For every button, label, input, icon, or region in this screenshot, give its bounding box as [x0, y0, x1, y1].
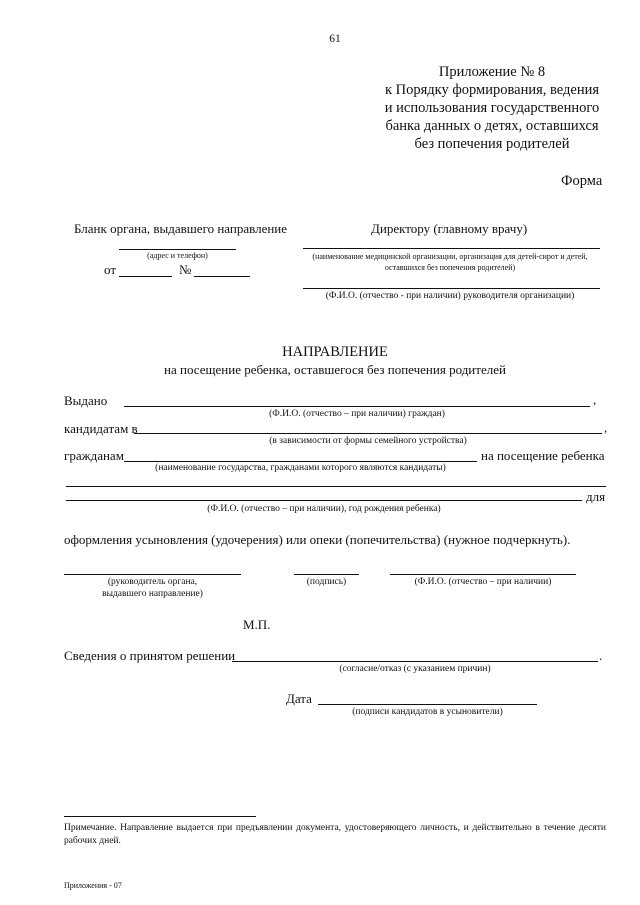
appendix-title: Приложение № 8 — [438, 64, 546, 80]
visit-text: на посещение ребенка — [481, 448, 605, 463]
candidates-comma: , — [604, 420, 608, 435]
decision-line — [232, 661, 598, 662]
date-line — [119, 276, 172, 277]
issued-line — [124, 406, 590, 407]
head-caption-line1: (руководитель органа, — [107, 577, 198, 587]
issued-comma: , — [593, 392, 597, 407]
purpose-text: оформления усыновления (удочерения) или опеки (попечительства) (нужное подчеркнуть). — [64, 532, 571, 547]
number-line — [194, 276, 250, 277]
head-name-caption: (Ф.И.О. (отчество - при наличии) руководителя организации) — [325, 291, 575, 301]
organization-caption: (наименование медицинской организации, организация для детей-сирот и детей, оставшихся без попечения родителей) — [312, 252, 588, 272]
signature-line — [294, 574, 359, 575]
signatures-caption: (подписи кандидатов в усыновители) — [352, 707, 503, 717]
citizens-caption: (наименование государства, гражданами которого являются кандидаты) — [155, 463, 446, 473]
footnote-separator — [64, 816, 256, 817]
footnote-text: Примечание. Направление выдается при предъявлении документа, удостоверяющего личность, и действительно в течение десяти рабочих дней. — [64, 823, 606, 846]
appendix-line-4: без попечения родителей — [414, 136, 570, 152]
address-caption: (адрес и телефон) — [147, 251, 208, 260]
page-number: 61 — [329, 33, 341, 45]
citizens-line — [124, 461, 477, 462]
addressee-title: Директору (главному врачу) — [371, 221, 528, 236]
date-prefix: от — [104, 262, 117, 277]
head-name-line — [303, 288, 600, 289]
document-subtitle: на посещение ребенка, оставшегося без попечения родителей — [164, 362, 506, 377]
appendix-line-1: к Порядку формирования, ведения — [384, 82, 600, 98]
fio-caption: (Ф.И.О. (отчество – при наличии) — [414, 577, 552, 587]
stamp-label: М.П. — [243, 617, 271, 632]
date-label: Дата — [286, 691, 312, 706]
issued-caption: (Ф.И.О. (отчество – при наличии) граждан) — [269, 409, 445, 419]
footer-label: Приложения - 07 — [64, 881, 122, 890]
candidates-line — [134, 433, 602, 434]
signature-caption: (подпись) — [306, 577, 347, 587]
number-prefix: № — [179, 262, 192, 277]
issued-label: Выдано — [64, 393, 108, 408]
issuer-blank-label: Бланк органа, выдавшего направление — [74, 221, 288, 236]
child-caption: (Ф.И.О. (отчество – при наличии), год рождения ребенка) — [207, 504, 441, 514]
candidates-caption: (в зависимости от формы семейного устройства) — [269, 436, 467, 446]
for-text: для — [586, 489, 606, 504]
decision-label: Сведения о принятом решении — [64, 648, 236, 663]
organization-line — [303, 248, 600, 249]
head-signature-line — [64, 574, 241, 575]
fio-line — [390, 574, 576, 575]
appendix-line-2: и использования государственного — [384, 100, 600, 116]
decision-period: . — [599, 648, 603, 663]
address-line — [119, 249, 236, 250]
child-line-1 — [66, 486, 606, 487]
form-label: Форма — [561, 173, 603, 189]
decision-caption: (согласие/отказ (с указанием причин) — [339, 664, 491, 674]
head-caption-line2: выдавшего направление) — [102, 589, 203, 599]
child-line-2 — [66, 500, 582, 501]
date-signatures-line — [318, 704, 537, 705]
citizens-label: гражданам — [64, 448, 124, 463]
candidates-label: кандидатам в — [64, 421, 138, 436]
document-title: НАПРАВЛЕНИЕ — [282, 344, 388, 360]
appendix-line-3: банка данных о детях, оставшихся — [385, 118, 599, 134]
